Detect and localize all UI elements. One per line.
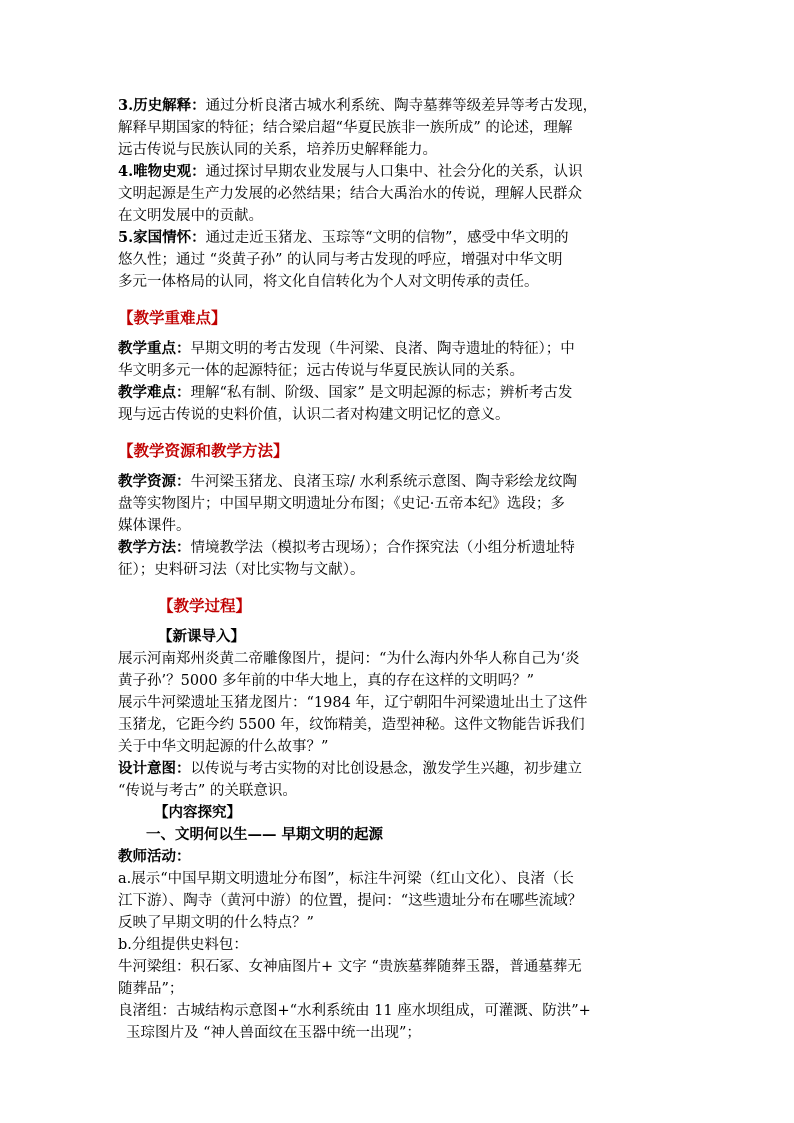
objective-3 (118, 95, 678, 117)
focus-paragraph (118, 338, 678, 360)
activity-line: a.展示“中国早期文明遗址分布图”，标注牛河梁（红山文化）、良渚（长 (118, 871, 574, 887)
method-label: 教学方法： (118, 539, 191, 556)
resources-line: 盘等实物图片；中国早期文明遗址分布图；《史记·五帝本纪》选段；多 (118, 496, 565, 512)
intro-line: 展示河南郑州炎黄二帝雕像图片，提问：“为什么海内外华人称自己为‘炎 (118, 651, 580, 667)
objective-3-line: 通过分析良渚古城水利系统、陶寺墓葬等级差异等考古发现， (205, 98, 598, 114)
activity-line: 玉琮图片及 “神人兽面纹在玉器中统一出现”； (126, 1025, 421, 1041)
objective-4-line: 文明起源是生产力发展的必然结果；结合大禹治水的传说，理解人民群众 (118, 186, 582, 202)
key-points-heading: 【教学重难点】 (118, 309, 227, 327)
design-label: 设计意图： (118, 760, 191, 777)
objective-3-line: 解释早期国家的特征；结合梁启超“华夏民族非一族所成” 的论述，理解 (118, 120, 573, 136)
design-line: “传说与考古” 的关联意识。 (118, 783, 297, 799)
method-line: 征）；史料研习法（对比实物与文献）。 (118, 562, 365, 578)
objective-3-label: 3.历史解释： (118, 97, 206, 114)
objective-5-label: 5.家国情怀： (118, 229, 206, 246)
process-heading: 【教学过程】 (158, 597, 252, 615)
resources-line: 媒体课件。 (118, 518, 191, 534)
resources-paragraph (118, 471, 678, 493)
activity-line: 江下游）、陶寺（黄河中游）的位置，提问：“这些遗址分布在哪些流域？ (118, 893, 583, 909)
method-paragraph (118, 537, 678, 559)
section-one-title: 一、文明何以生—— 早期文明的起源 (146, 826, 384, 843)
objective-5-line: 通过走近玉猪龙、玉琮等“文明的信物”，感受中华文明的 (205, 230, 569, 246)
teacher-activity-label: 教师活动： (118, 848, 191, 865)
objective-4 (118, 161, 678, 183)
objective-4-line: 在文明发展中的贡献。 (118, 208, 263, 224)
activity-line: 良渚组：古城结构示意图+“水利系统由 11 座水坝组成，可灌溉、防洪”+ (118, 1003, 591, 1019)
activity-line: 随葬品”； (118, 981, 184, 997)
focus-line: 华文明多元一体的起源特征；远古传说与华夏民族认同的关系。 (118, 363, 524, 379)
objective-5-line: 悠久性；通过 “炎黄子孙” 的认同与考古发现的呼应，增强对中华文明 (118, 252, 563, 268)
resources-line: 牛河梁玉猪龙、良渚玉琮/ 水利系统示意图、陶寺彩绘龙纹陶 (190, 474, 577, 490)
design-line: 以传说与考古实物的对比创设悬念，激发学生兴趣，初步建立 (190, 761, 582, 777)
objective-4-label: 4.唯物史观： (118, 163, 206, 180)
difficulty-label: 教学难点： (118, 384, 191, 401)
objective-3-line: 远古传说与民族认同的关系，培养历史解释能力。 (118, 142, 437, 158)
difficulty-paragraph (118, 382, 678, 404)
method-line: 情境教学法（模拟考古现场）；合作探究法（小组分析遗址特 (190, 540, 575, 556)
objective-4-line: 通过探讨早期农业发展与人口集中、社会分化的关系，认识 (205, 164, 583, 180)
objective-5 (118, 227, 678, 249)
intro-line: 关于中华文明起源的什么故事？” (118, 739, 329, 755)
objective-5-line: 多元一体格局的认同，将文化自信转化为个人对文明传承的责任。 (118, 274, 539, 290)
intro-line: 玉猪龙，它距今约 5500 年，纹饰精美，造型神秘。这件文物能告诉我们 (118, 717, 585, 733)
explore-heading: 【内容探究】 (154, 804, 241, 821)
intro-line: 展示牛河梁遗址玉猪龙图片：“1984 年，辽宁朝阳牛河梁遗址出土了这件 (118, 695, 588, 711)
page-content (118, 95, 678, 1044)
difficulty-line: 现与远古传说的史料价值，认识二者对构建文明记忆的意义。 (118, 407, 510, 423)
intro-line: 黄子孙’？5000 多年前的中华大地上，真的存在这样的文明吗？” (118, 673, 535, 689)
focus-label: 教学重点： (118, 340, 191, 357)
activity-line: 牛河梁组：积石冢、女神庙图片+ 文字 “贵族墓葬随葬玉器，普通墓葬无 (118, 959, 582, 975)
resources-label: 教学资源： (118, 473, 191, 490)
resources-heading: 【教学资源和教学方法】 (118, 442, 289, 460)
intro-heading: 【新课导入】 (158, 628, 245, 645)
activity-line: b.分组提供史料包： (118, 937, 248, 953)
difficulty-line: 理解“私有制、阶级、国家” 是文明起源的标志；辨析考古发 (190, 385, 573, 401)
focus-line: 早期文明的考古发现（牛河梁、良渚、陶寺遗址的特征）；中 (190, 341, 575, 357)
activity-line: 反映了早期文明的什么特点？” (118, 915, 314, 931)
design-paragraph (118, 758, 678, 780)
